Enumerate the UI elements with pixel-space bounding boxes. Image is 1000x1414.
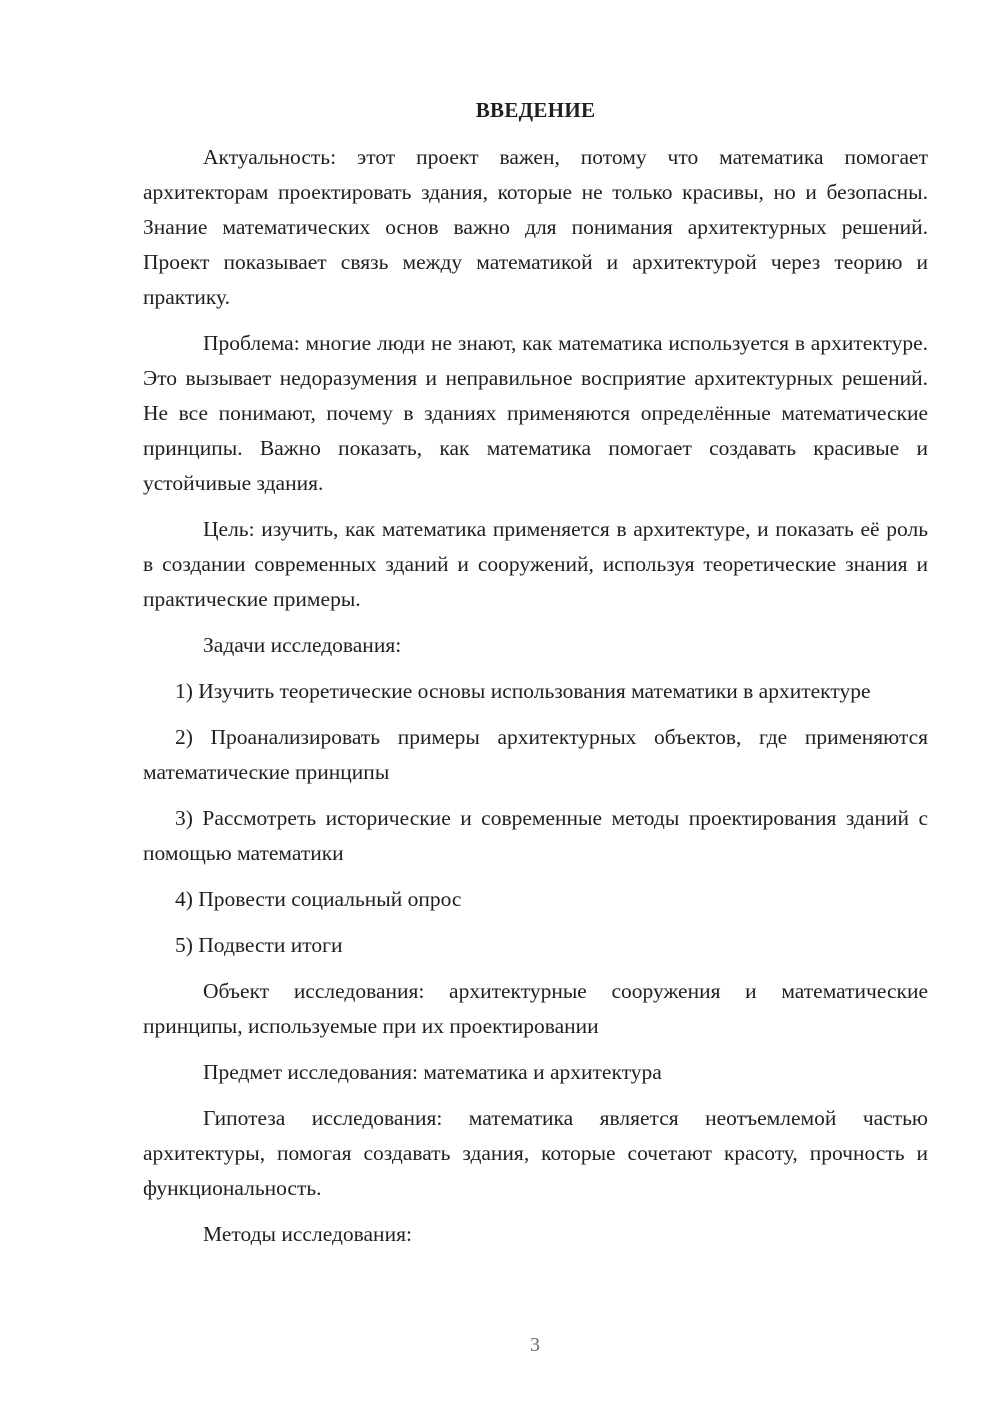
goal-paragraph: Цель: изучить, как математика применяется в архитектуре, и показать её роль в создании современных зданий и сооружений, используя теоретические знания и практические примеры. — [143, 517, 928, 611]
page-number: 3 — [530, 1334, 540, 1356]
list-item: 1) Изучить теоретические основы использования математики в архитектуре — [175, 679, 871, 703]
list-item: 2) Проанализировать примеры архитектурных объектов, где применяются математические принципы — [143, 725, 928, 784]
page-title: ВВЕДЕНИЕ — [475, 98, 596, 122]
list-item: 4) Провести социальный опрос — [175, 887, 462, 911]
tasks-list — [143, 674, 928, 963]
problem-paragraph: Проблема: многие люди не знают, как математика используется в архитектуре. Это вызывает недоразумения и неправильное восприятие архитектурных решений. Не все понимают, почему в зданиях применяются определённые математические принципы. Важно показать, как математика помогает создавать красивые и устойчивые здания. — [143, 331, 928, 495]
document-page — [143, 96, 928, 1263]
tasks-heading: Задачи исследования: — [203, 633, 402, 657]
methods-heading: Методы исследования: — [203, 1222, 412, 1246]
object-paragraph: Объект исследования: архитектурные сооружения и математические принципы, используемые при их проектировании — [143, 979, 928, 1038]
subject-paragraph: Предмет исследования: математика и архитектура — [203, 1060, 662, 1084]
hypothesis-paragraph: Гипотеза исследования: математика является неотъемлемой частью архитектуры, помогая создавать здания, которые сочетают красоту, прочность и функциональность. — [143, 1106, 928, 1200]
list-item: 3) Рассмотреть исторические и современные методы проектирования зданий с помощью математики — [143, 806, 928, 865]
list-item: 5) Подвести итоги — [175, 933, 343, 957]
relevance-paragraph: Актуальность: этот проект важен, потому что математика помогает архитекторам проектировать здания, которые не только красивы, но и безопасны. Знание математических основ важно для понимания архитектурных решений. Проект показывает связь между математикой и архитектурой через теорию и практику. — [143, 145, 928, 309]
